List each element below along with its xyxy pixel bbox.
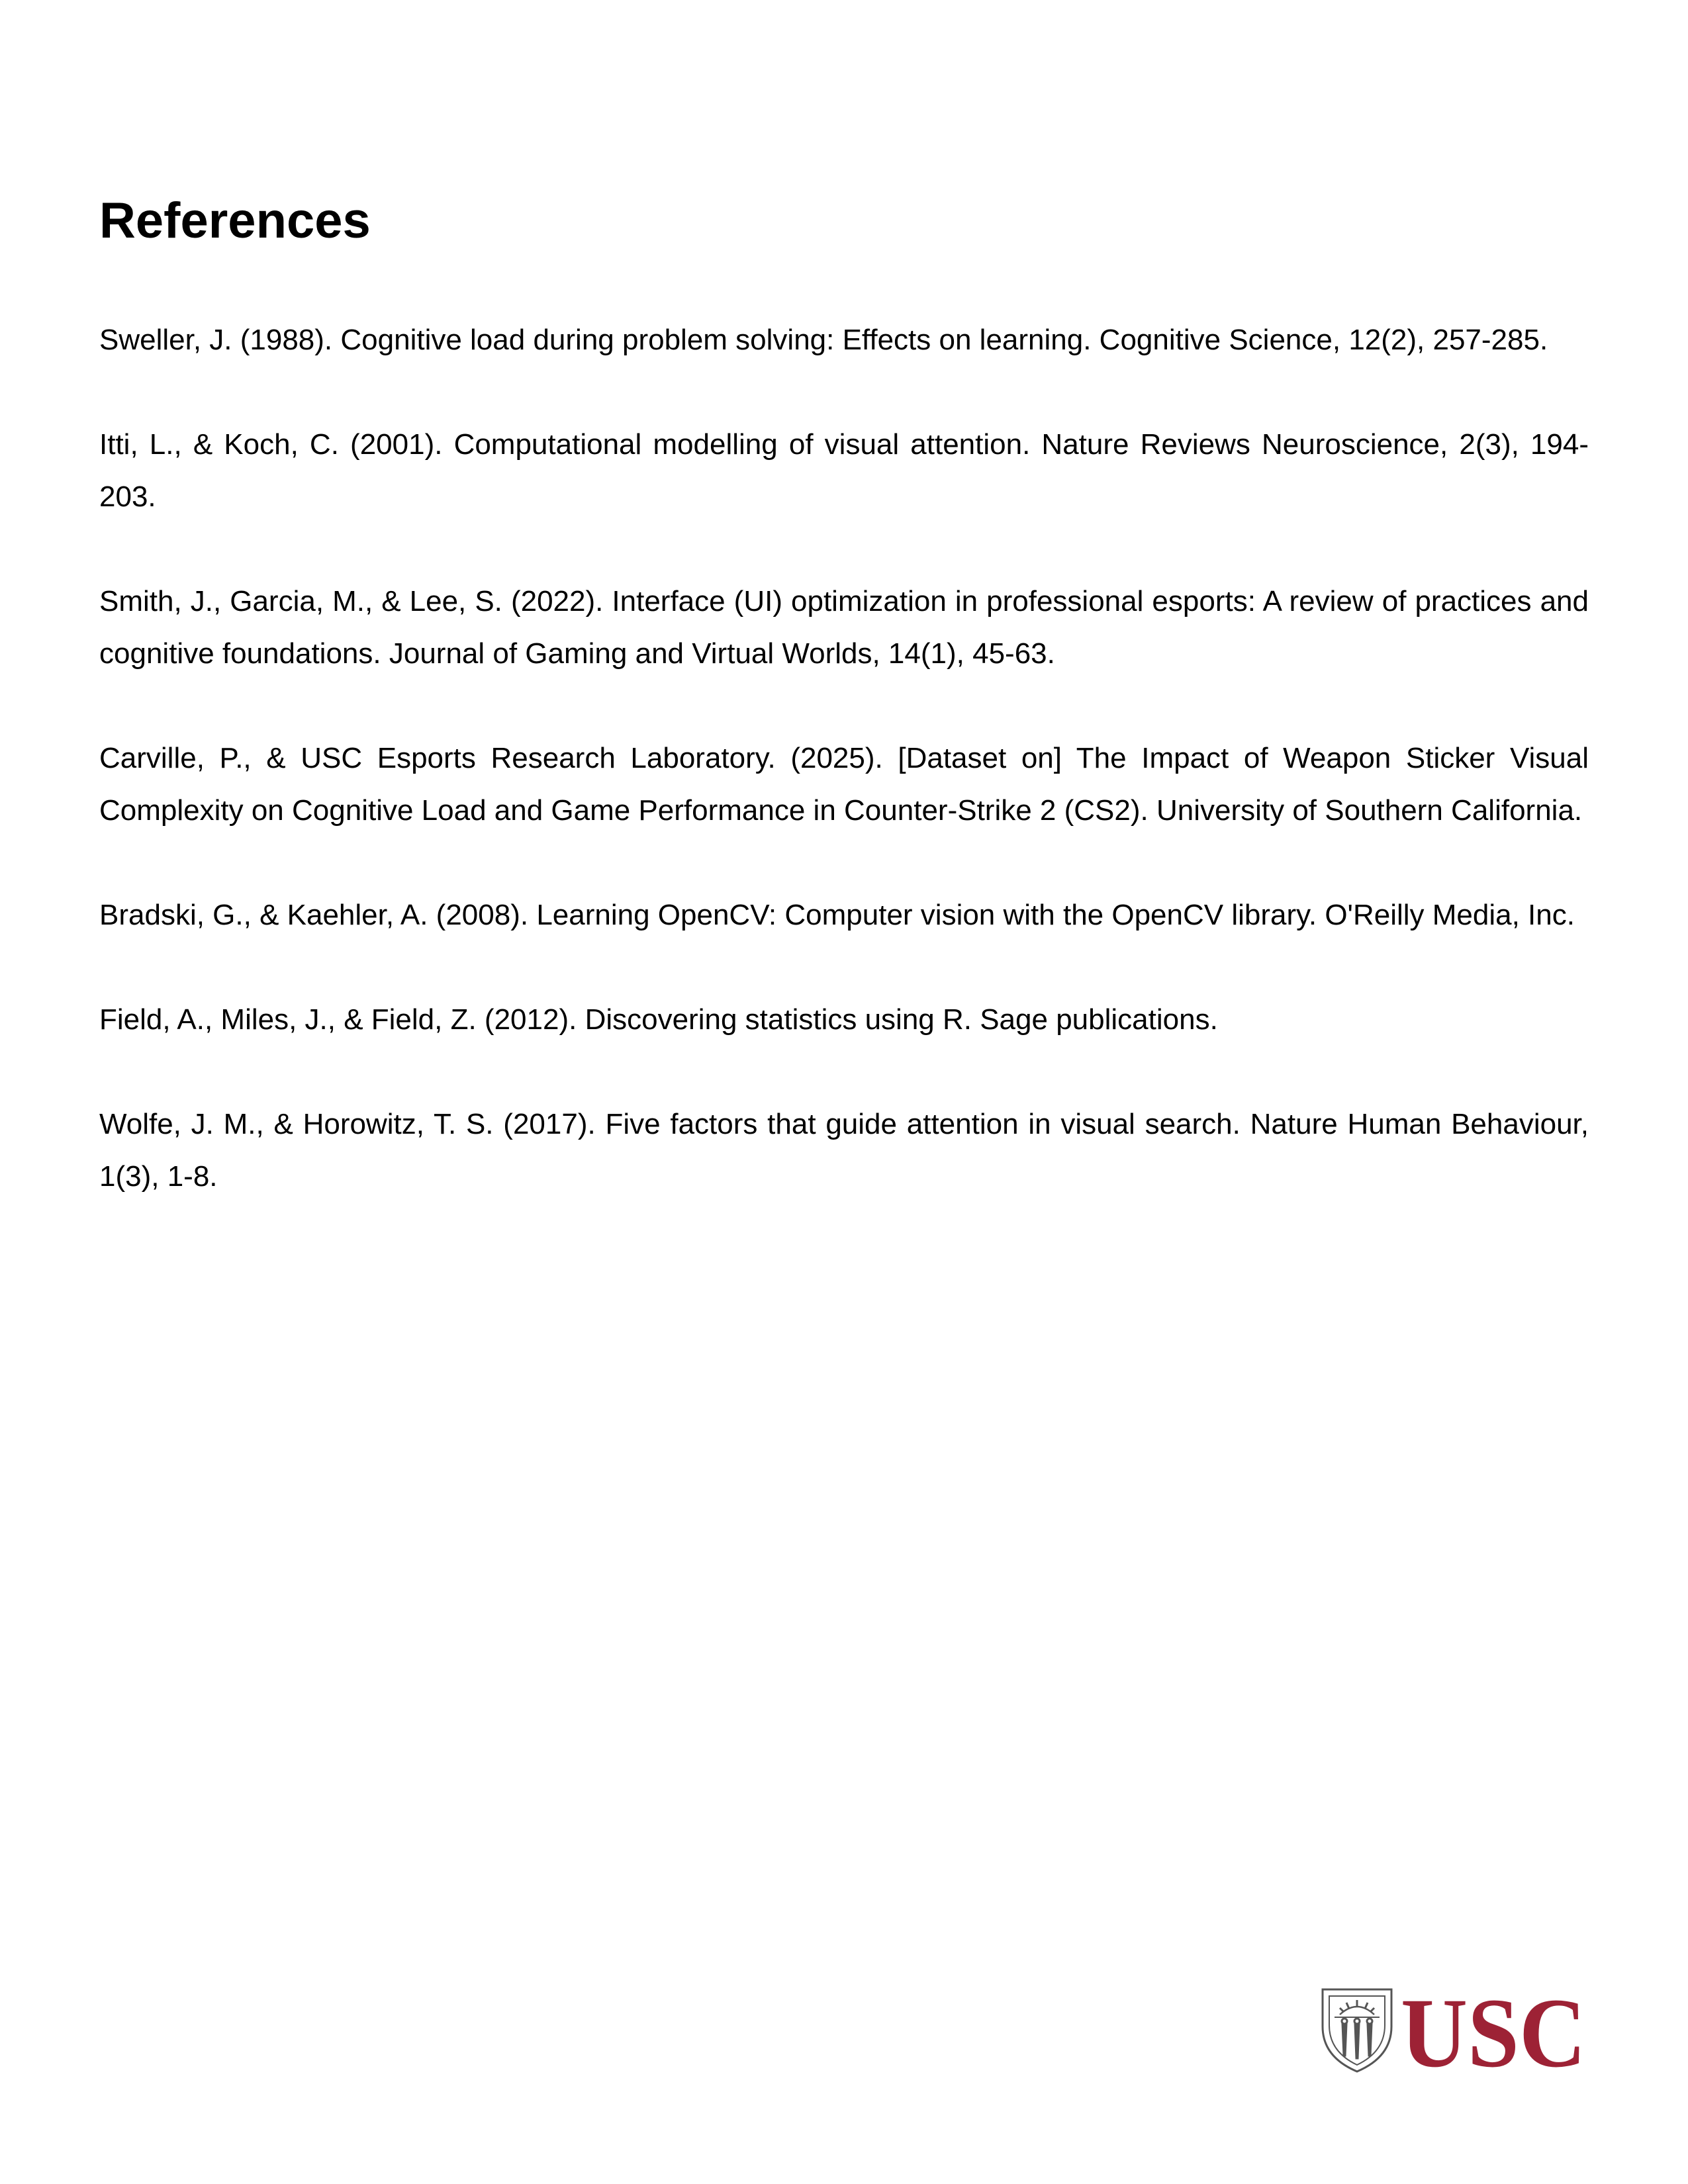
- reference-item: Carville, P., & USC Esports Research Laboratory. (2025). [Dataset on] The Impact of Weapon Sticker Visual Complexity on Cognitive Load and Game Performance in Counter-Strike 2 (CS2). University of Southern California.: [99, 742, 1589, 827]
- page-title: References: [99, 193, 371, 249]
- reference-list: [99, 314, 1589, 1255]
- usc-seal-icon: [1323, 1989, 1391, 2071]
- reference-item: Smith, J., Garcia, M., & Lee, S. (2022). Interface (UI) optimization in professional esports: A review of practices and cognitive foundations. Journal of Gaming and Virtual Worlds, 14(1), 45-63.: [99, 585, 1589, 670]
- usc-wordmark: USC: [1401, 1983, 1586, 2075]
- usc-logo: [1317, 1983, 1589, 2075]
- reference-item: Sweller, J. (1988). Cognitive load during problem solving: Effects on learning. Cognitive Science, 12(2), 257-285.: [99, 324, 1548, 356]
- reference-item: Bradski, G., & Kaehler, A. (2008). Learning OpenCV: Computer vision with the OpenCV library. O'Reilly Media, Inc.: [99, 899, 1575, 931]
- reference-item: Field, A., Miles, J., & Field, Z. (2012). Discovering statistics using R. Sage publications.: [99, 1003, 1218, 1036]
- reference-item: Wolfe, J. M., & Horowitz, T. S. (2017). Five factors that guide attention in visual search. Nature Human Behaviour, 1(3), 1-8.: [99, 1108, 1589, 1193]
- reference-item: Itti, L., & Koch, C. (2001). Computational modelling of visual attention. Nature Reviews Neuroscience, 2(3), 194-203.: [99, 428, 1589, 513]
